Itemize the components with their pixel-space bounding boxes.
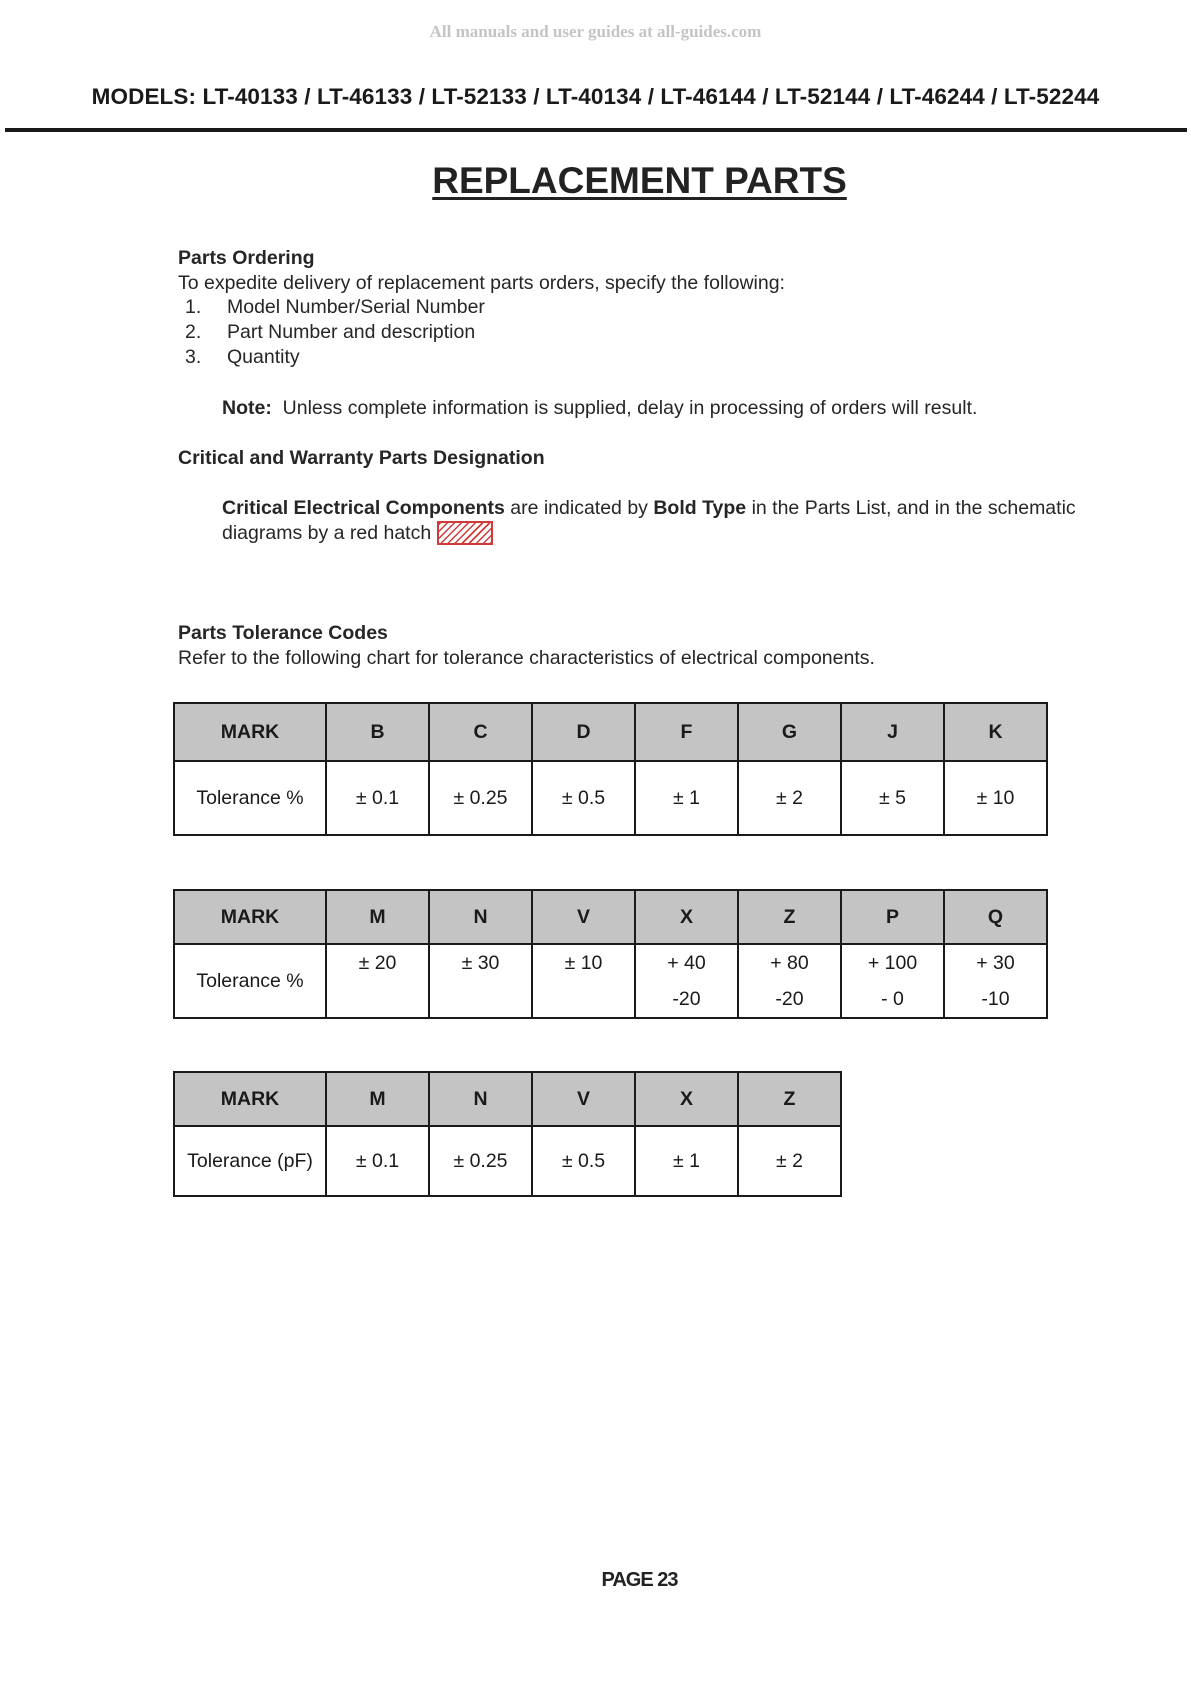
- tolerance-minus: [533, 981, 634, 1017]
- table-cell: ± 0.5: [532, 761, 635, 835]
- table-header-cell: N: [429, 1072, 532, 1126]
- list-item-number: 1.: [185, 296, 202, 318]
- table-header-cell: J: [841, 703, 944, 761]
- table-header-cell: M: [326, 890, 429, 944]
- page-number: PAGE 23: [601, 1569, 678, 1591]
- list-item: Quantity: [227, 346, 300, 368]
- table-cell: [326, 944, 429, 1018]
- table-cell: [841, 944, 944, 1018]
- critical-line-2: [222, 521, 493, 546]
- table-cell: [635, 944, 738, 1018]
- tolerance-plus: ± 10: [564, 952, 603, 974]
- tolerance-minus: -20: [672, 988, 701, 1010]
- critical-heading: Critical and Warranty Parts Designation: [178, 447, 545, 469]
- table-header-row: [174, 1072, 841, 1126]
- tolerance-minus: -10: [981, 988, 1010, 1010]
- tolerance-plus: + 30: [976, 952, 1015, 974]
- table-row-label: Tolerance %: [174, 761, 326, 835]
- table-cell: ± 2: [738, 1126, 841, 1196]
- tolerance-table-3: [173, 1071, 842, 1197]
- watermark: All manuals and user guides at all-guides.com: [429, 22, 762, 41]
- note-label: Note:: [222, 397, 272, 419]
- tolerance-table-1: [173, 702, 1048, 836]
- page-title: REPLACEMENT PARTS: [432, 160, 847, 201]
- table-row: [174, 944, 1047, 1018]
- critical-line-1: [222, 496, 1076, 521]
- table-header-cell: X: [635, 1072, 738, 1126]
- critical-line-2-text: diagrams by a red hatch: [222, 522, 432, 544]
- table-cell: ± 0.25: [429, 761, 532, 835]
- table-header-cell: D: [532, 703, 635, 761]
- critical-text-1: are indicated by: [504, 497, 654, 519]
- list-item: Model Number/Serial Number: [227, 296, 485, 318]
- table-header-cell: MARK: [174, 1072, 326, 1126]
- table-row: [174, 761, 1047, 835]
- table-header-cell: P: [841, 890, 944, 944]
- table-cell: [944, 944, 1047, 1018]
- table-cell: ± 0.25: [429, 1126, 532, 1196]
- table-cell: [532, 944, 635, 1018]
- note-text: Unless complete information is supplied, delay in processing of orders will result.: [282, 397, 978, 419]
- tolerance-heading: Parts Tolerance Codes: [178, 622, 388, 644]
- parts-ordering-intro: To expedite delivery of replacement parts orders, specify the following:: [178, 272, 785, 294]
- tolerance-plus: + 80: [770, 952, 809, 974]
- tolerance-intro: Refer to the following chart for tolerance characteristics of electrical components.: [178, 647, 875, 669]
- table-header-cell: MARK: [174, 890, 326, 944]
- table-row-label: Tolerance %: [174, 944, 326, 1018]
- table-row: [174, 1126, 841, 1196]
- tolerance-plus: + 100: [867, 952, 918, 974]
- table-header-cell: B: [326, 703, 429, 761]
- tolerance-plus: ± 20: [358, 952, 397, 974]
- table-header-cell: Z: [738, 890, 841, 944]
- table-cell: ± 0.1: [326, 761, 429, 835]
- table-header-cell: N: [429, 890, 532, 944]
- table-cell: ± 0.5: [532, 1126, 635, 1196]
- critical-bold-1: Critical Electrical Components: [222, 497, 505, 519]
- table-header-cell: F: [635, 703, 738, 761]
- table-cell: ± 5: [841, 761, 944, 835]
- table-header-cell: MARK: [174, 703, 326, 761]
- table-header-cell: Z: [738, 1072, 841, 1126]
- parts-ordering-heading: Parts Ordering: [178, 247, 315, 269]
- table-cell: ± 0.1: [326, 1126, 429, 1196]
- table-header-cell: V: [532, 1072, 635, 1126]
- table-header-cell: G: [738, 703, 841, 761]
- table-header-cell: V: [532, 890, 635, 944]
- table-cell: ± 1: [635, 1126, 738, 1196]
- table-header-cell: M: [326, 1072, 429, 1126]
- table-cell: [429, 944, 532, 1018]
- list-item-number: 2.: [185, 321, 202, 343]
- table-header-cell: K: [944, 703, 1047, 761]
- tolerance-minus: -20: [775, 988, 804, 1010]
- list-item: Part Number and description: [227, 321, 476, 343]
- table-cell: ± 2: [738, 761, 841, 835]
- tolerance-minus: [430, 981, 531, 1017]
- header-rule: [5, 128, 1187, 132]
- table-cell: ± 10: [944, 761, 1047, 835]
- critical-text-2: in the Parts List, and in the schematic: [746, 497, 1076, 519]
- table-header-row: [174, 703, 1047, 761]
- red-hatch-swatch: [437, 521, 493, 545]
- models-header: MODELS: LT-40133 / LT-46133 / LT-52133 / LT-40134 / LT-46144 / LT-52144 / LT-46244 / LT-52244: [91, 84, 1100, 109]
- table-row-label: Tolerance (pF): [174, 1126, 326, 1196]
- table-cell: [738, 944, 841, 1018]
- tolerance-minus: [327, 981, 428, 1017]
- tolerance-table-2: [173, 889, 1048, 1019]
- table-header-cell: Q: [944, 890, 1047, 944]
- critical-bold-2: Bold Type: [653, 497, 747, 519]
- tolerance-minus: - 0: [881, 988, 904, 1010]
- table-header-cell: C: [429, 703, 532, 761]
- table-header-cell: X: [635, 890, 738, 944]
- list-item-number: 3.: [185, 346, 202, 368]
- table-cell: ± 1: [635, 761, 738, 835]
- tolerance-plus: ± 30: [461, 952, 500, 974]
- note: [222, 396, 977, 421]
- table-header-row: [174, 890, 1047, 944]
- tolerance-plus: + 40: [667, 952, 706, 974]
